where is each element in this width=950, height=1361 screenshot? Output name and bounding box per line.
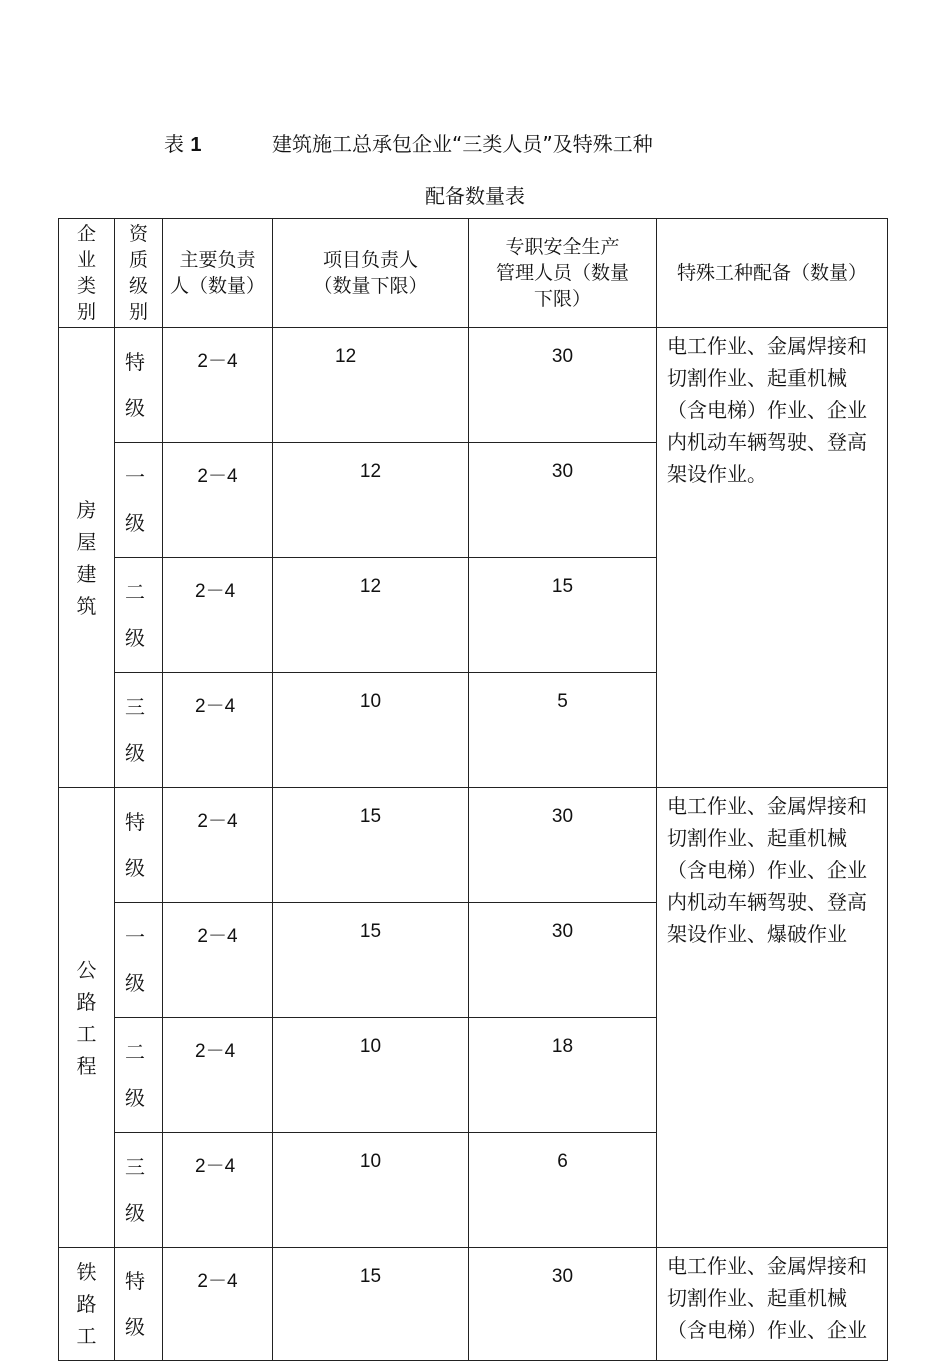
main-count-cell: 2－4 <box>163 788 273 903</box>
project-count-cell: 12 <box>273 328 469 443</box>
staffing-table <box>58 218 888 1361</box>
main-count-cell: 2－4 <box>163 903 273 1018</box>
header-row <box>59 219 888 328</box>
level-char: 二 <box>125 580 145 604</box>
category-char: 筑 <box>76 593 97 618</box>
level-char: 特 <box>125 810 145 834</box>
project-count-cell: 10 <box>273 1018 469 1133</box>
category-char: 程 <box>76 1053 97 1078</box>
level-cell <box>115 1133 163 1248</box>
header-line: 人（数量） <box>169 275 265 297</box>
level-cell <box>115 673 163 788</box>
level-char: 级 <box>125 511 145 535</box>
table-row <box>59 788 888 903</box>
special-line: 切割作业、起重机械 <box>667 366 847 390</box>
special-trades-cell <box>657 788 888 1248</box>
table-title-main: 建筑施工总承包企业“三类人员”及特殊工种 <box>272 132 653 156</box>
special-trades-cell <box>657 1248 888 1361</box>
level-char: 级 <box>125 1315 145 1339</box>
project-count-cell: 15 <box>273 903 469 1018</box>
level-char: 特 <box>125 350 145 374</box>
safety-count-cell: 30 <box>469 328 657 443</box>
safety-count-cell: 5 <box>469 673 657 788</box>
level-cell <box>115 903 163 1018</box>
project-count-cell: 15 <box>273 788 469 903</box>
level-char: 三 <box>125 695 145 719</box>
safety-count-cell: 18 <box>469 1018 657 1133</box>
main-count-cell: 2－4 <box>163 443 273 558</box>
category-char: 路 <box>76 989 97 1014</box>
level-cell <box>115 1018 163 1133</box>
category-char: 工 <box>76 1324 97 1348</box>
special-line: 电工作业、金属焊接和 <box>667 334 867 358</box>
level-cell <box>115 558 163 673</box>
header-char: 业 <box>76 249 96 271</box>
header-safety-staff <box>469 219 657 328</box>
project-count-cell: 12 <box>273 443 469 558</box>
table-row <box>59 1248 888 1361</box>
category-cell <box>59 788 115 1248</box>
special-trades-cell <box>657 328 888 788</box>
level-char: 一 <box>125 925 145 949</box>
special-line: 架设作业、爆破作业 <box>667 922 847 946</box>
header-qualification-level <box>115 219 163 328</box>
header-char: 别 <box>128 301 148 323</box>
main-count-cell: 2－4 <box>163 673 273 788</box>
project-count-cell: 15 <box>273 1248 469 1361</box>
header-line: 管理人员（数量 <box>495 262 629 284</box>
special-line: 架设作业。 <box>667 462 767 486</box>
level-cell <box>115 328 163 443</box>
level-char: 级 <box>125 1201 145 1225</box>
table-title-line2: 配备数量表 <box>425 184 525 208</box>
category-cell <box>59 328 115 788</box>
header-line: 主要负责 <box>179 249 256 271</box>
table-row <box>59 328 888 443</box>
safety-count-cell: 15 <box>469 558 657 673</box>
category-cell <box>59 1248 115 1361</box>
level-char: 级 <box>125 971 145 995</box>
header-char: 资 <box>128 223 148 245</box>
main-count-cell: 2－4 <box>163 558 273 673</box>
header-line: 项目负责人 <box>322 249 418 271</box>
table-number <box>164 128 201 157</box>
header-main-responsible <box>163 219 273 328</box>
category-char: 房 <box>76 497 97 522</box>
header-special-trades: 特殊工种配备（数量） <box>657 219 888 328</box>
header-line: （数量下限） <box>313 275 428 297</box>
level-char: 级 <box>125 1086 145 1110</box>
level-char: 级 <box>125 626 145 650</box>
header-line: 专职安全生产 <box>505 236 620 258</box>
header-enterprise-type <box>59 219 115 328</box>
special-line: 电工作业、金属焊接和 <box>667 794 867 818</box>
main-count-cell: 2－4 <box>163 328 273 443</box>
table-number-value: 1 <box>190 134 202 156</box>
level-char: 一 <box>125 465 145 489</box>
category-char: 铁 <box>76 1260 97 1284</box>
special-line: 切割作业、起重机械 <box>667 826 847 850</box>
special-line: （含电梯）作业、企业 <box>667 398 867 422</box>
table-number-prefix: 表 <box>164 132 191 156</box>
category-char: 屋 <box>76 529 97 554</box>
header-char: 类 <box>76 275 96 297</box>
level-cell <box>115 1248 163 1361</box>
level-char: 级 <box>125 856 145 880</box>
header-line: 下限） <box>533 288 591 310</box>
special-line: 电工作业、金属焊接和 <box>667 1254 867 1278</box>
level-char: 二 <box>125 1040 145 1064</box>
header-char: 企 <box>76 223 96 245</box>
special-line: 切割作业、起重机械 <box>667 1286 847 1310</box>
category-char: 路 <box>76 1292 97 1316</box>
header-char: 级 <box>128 275 148 297</box>
level-char: 级 <box>125 741 145 765</box>
project-count-cell: 12 <box>273 558 469 673</box>
category-char: 工 <box>76 1021 97 1046</box>
header-project-responsible <box>273 219 469 328</box>
safety-count-cell: 30 <box>469 903 657 1018</box>
level-char: 三 <box>125 1155 145 1179</box>
main-count-cell: 2－4 <box>163 1248 273 1361</box>
safety-count-cell: 30 <box>469 1248 657 1361</box>
safety-count-cell: 6 <box>469 1133 657 1248</box>
level-cell <box>115 443 163 558</box>
level-char: 级 <box>125 396 145 420</box>
special-line: 内机动车辆驾驶、登高 <box>667 430 867 454</box>
header-char: 质 <box>128 249 148 271</box>
category-char: 公 <box>76 957 97 982</box>
special-line: （含电梯）作业、企业 <box>667 1318 867 1342</box>
category-char: 建 <box>76 561 97 586</box>
safety-count-cell: 30 <box>469 788 657 903</box>
level-char: 特 <box>125 1269 145 1293</box>
level-cell <box>115 788 163 903</box>
special-line: 内机动车辆驾驶、登高 <box>667 890 867 914</box>
safety-count-cell: 30 <box>469 443 657 558</box>
main-count-cell: 2－4 <box>163 1133 273 1248</box>
project-count-cell: 10 <box>273 673 469 788</box>
project-count-cell: 10 <box>273 1133 469 1248</box>
header-char: 别 <box>76 301 96 323</box>
main-count-cell: 2－4 <box>163 1018 273 1133</box>
special-line: （含电梯）作业、企业 <box>667 858 867 882</box>
